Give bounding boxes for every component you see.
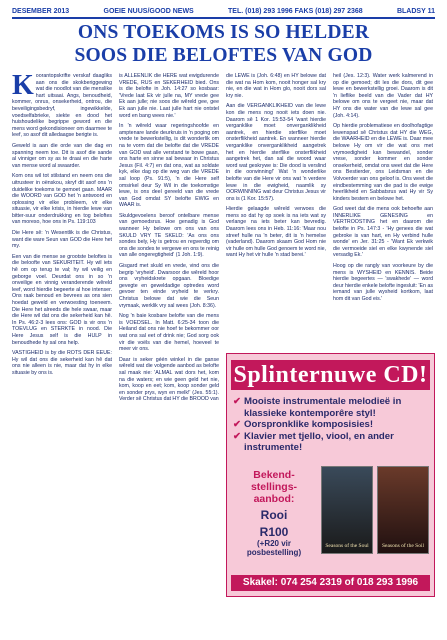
ad-offer-label: Bekend-stellings-aanbod: (250, 469, 298, 505)
check-icon: ✔ (233, 430, 242, 442)
ad-bullet-list (233, 396, 428, 454)
check-icon: ✔ (233, 396, 242, 407)
header-rule (12, 17, 435, 19)
paragraph: Gisgard met skuld en vrede, vind ons die begrip 'vryheid'. Dwarsoor die wêreld hoor ons vryheidskrete opgaan. Bloedige gevegte en geweldadige optredes word gevoer ten einde vryheid te verkry. Christus belowe dat wie die Seun vrymaak, werklik vry sal wees (Joh. 8:36). (119, 263, 219, 309)
cd-advertisement (226, 353, 435, 597)
page-header (12, 6, 435, 16)
header-date: DESEMBER 2013 (12, 7, 70, 15)
ad-album-name: Rooi (260, 508, 288, 522)
ad-bullet-text: Mooiste instrumentale melodieë in klassieke kontemporêre styl! (244, 396, 402, 419)
ad-bullet (233, 396, 428, 419)
headline-line-2: SOOS DIE BELOFTES VAN GOD (74, 45, 373, 66)
ad-price: R100 (259, 525, 289, 539)
article-column-2 (119, 73, 219, 407)
article-column-1 (12, 70, 112, 381)
paragraph: In 'n wêreld waar regeringshoofde en amptenare lande deurkruis in 'n poging om vrede te bewerkstellig, is dit wonderlik om na te vorm dat die belofte dat die VREDE van GOD wat alle verstand te bowe gaan, ons harte en sinne sal bewaar in Christus Jesus (Fil. 4:7) en dat ons, wat as soldate kyk, elke dag op die weg van die VREDE sal loop (Ps. 91:5), 'n die Here self omsirkel deur Sy Wil in die toekomstige lewe, is ons deel gereeld van die vrede van God omdat SY belofte EWIG en WAAR is. (119, 123, 219, 209)
album-cover-title: Seasons of the Soil (381, 543, 424, 549)
album-cover (321, 466, 373, 554)
paragraph: die LEWE is (Joh. 6:48) en HY belowe dat die wat na Hom kom, nooit honger sal kry nie, en die wat in Hom glo, nooit dors sal kry nie. (226, 73, 326, 99)
paragraph: Geweld is aan die orde van die dag en spanning neem toe. Dit is asof die sande al vinniger om sy as te draai en die harte van mense word al swaarder. (12, 142, 112, 169)
paragraph: God weet dat die mens ook behoefte aan INNERLIKE GENESING en VERTROOSTING het en daarom die belofte in Ps. 147:3 - 'Hy genees die wat gebroke is van hart, en Hy verbind hulle wonde' en Jer. 31:25 - 'Want Ek verkwik die vermoeide siel en elke kwynende siel versadig Ek.' (333, 206, 433, 259)
paragraph: Daar is seker géén winkel in die ganse wêreld wat die volgende aanbod as belofte sal maak nie: 'ALMAL wat dors het, kom na die waters; en wie geen geld het nie, kom, koop en eet; kom, koop sonder geld en sonder prys, wyn en melk!' (Jes. 55:1). Verder sê Christus dat HY die BROOD van (119, 356, 219, 403)
paragraph: heil (Jes. 12:3). Water werk kalmerend in op die gemoed; dit les die dors, dit gee lewe en bewerkstellig groei. Daarom is dit 'n lieflike beeld van die Vader dat HY belowe om ons te vergeet nie, maar dat HY ons die water van die lewe sal gee (Joh. 4:14). (333, 73, 433, 119)
paragraph: Nog 'n baie kosbare belofte van die mens is VOEDSEL. In Matt. 6:25-34 toon die Heiland dat ons nie hoef te bekommer oor wat ons sal eet of drink nie; God sorg ook vir die voëls van die hemel, hoeveel te meer vir ons. (119, 313, 219, 353)
check-icon: ✔ (233, 419, 242, 430)
drop-cap: K (12, 70, 34, 101)
header-contact: TEL. (018) 293 1996 FAKS (018) 297 2368 (228, 7, 363, 15)
article-body (12, 70, 435, 631)
ad-bullet-text: Oorspronklike komposisies! (244, 419, 374, 430)
ad-title: Splinternuwe CD! (231, 360, 430, 390)
paragraph: oorantopskrifte verskaf daagliks aan ons die skokberiggewing wat die noodlot van die menslike hart uitsaai. Angs, benoudheid, kommer, onrus, onsekerheid, ontrou, die beveiligingsbedryf, ingewikkelde, voedselfabrieke, siekte en dood het huishoudelike begrippe geword en die mens word gekondisioneer om daarmee te leef, so asof dit alledaagse berigte is. (12, 73, 112, 139)
album-covers (321, 466, 429, 554)
paragraph: Skuldgevoelens beroof ontelbare mense van gemoedsrus. Hoe genadig is God wanneer Hy belowe om ons van ons SKULD VRY TE SKELD: 'As ons ons sondes bely, Hy is getrou en regverdig om ons die sondes te vergewe en ons te reinig van alle ongeregtigheid' (1 Joh. 1:9). (119, 212, 219, 259)
header-page: BLADSY 11 (396, 7, 435, 15)
paragraph: VASTIGHEID is by die ROTS DER EEUE: Hy wil dat ons die sekerheid kan hê dat ons nie alleen is nie, maar dat hy in elke situasie by ons is. (12, 350, 112, 376)
ad-price-note: (+R20 vir posbestelling) (246, 539, 302, 557)
ad-contact-bar: Skakel: 074 254 2319 of 018 293 1996 (231, 575, 430, 591)
paragraph: Op hierdie problematiese en doolhofagtige lewenspad sê Christus dat HY die WEG, die WAARHEID en die LEWE is. Daar mee belowe Hy om vir die wat ons met vrymoedigheid kan bewandel, sonder vrese, sonder kommer en sonder onsekerheid, omdat ons weet dat die Here ons Bestierder, ons Leidsman en die Volvoerder van ons geloof is. Ons weet die eindbestemming van die pad is die ewige heerlikheid en Sabbatsrus wat Hy vir Sy kinders bestem en belowe het. (333, 123, 433, 202)
header-publication: GOEIE NUUS/GOOD NEWS (103, 7, 194, 15)
paragraph: Kom ons wil tot stilstand en neem ons die uitrusteer in oënskou, skryf dit asof ons 'n duidelike toekoms te gemoet gaan. MAAR die WOORD van GOD het 'n antwoord en oplossing vir elke probleem, vir elke situasie, vir elke krisis, in hierdie lewe van bitter-suur onderdrukking en tog beloftes van moreso, hoe ons in Ps. 119:103 (12, 173, 112, 226)
ad-bullet (233, 419, 428, 431)
paragraph: Hoog op die rangly van voorkeure by die mens is WYSHEID en KENNIS. Beide hierdie begeertes — 'swakhede' — word deur hierdie enkele belofte ingesluit: 'En as iemand van julle wysheid kortkom, laat hom dit van God eis.' (333, 263, 433, 302)
article-headline (12, 21, 435, 69)
ad-offer (233, 469, 315, 557)
paragraph: Die Here sê: 'n Wesentlik is die Christus, want die ware Seun van GOD die Here het my. (12, 230, 112, 250)
article-column-4 (333, 73, 433, 307)
paragraph: is ALLEENLIK die HERE wat ewigdurende VREDE, RUS en SEKERHEID bied. Ons is die belofte in Joh. 14:27 so kosbaar: 'Vrede laat Ek vir julle na, MY vrede gee Ek aan julle; nie soos die wêreld gee, gee Ek aan julle nie. Laat julle hart nie ontstel word en bang wees nie.' (119, 73, 219, 119)
album-cover-title: Seasons of the Soul (325, 543, 369, 549)
paragraph: Hierdie gelaagde wêreld verwoes die mens so dat hy op soek is na iets wat sy verlange na iets beter kan bevredig. Daarom lees ons in Heb. 11:16: 'Maar nou streef hulle na 'n beter, dit is 'n hemelse (vaderland). Daarom skaam God Hom nie vir hulle om hulle God genoem te word nie, want Hy het vir hulle 'n stad berei.' (226, 206, 326, 259)
headline-line-1: ONS TOEKOMS IS SO HELDER (77, 22, 370, 43)
paragraph: Aan die VERGANKLIKHEID van die lewe kon die mens nog nooit iets doen nie. Daarom sê 1 Kor. 15:53-54 'want hierdie verganklike moet onverganklikheid aantrek, en hierdie sterflike moet onsterflikheid aantrek. En wanneer hierdie verganklike onverganklikheid aangetrek het en hierdie sterflike onsterflikheid aangetrek het, dan sal die woord waar word wat geskrywe is: Die dood is verslind in die oorwinning!' Wat 'n wonderlike belofte van die Here vir ons wat 'n verdere lewe in die ewigheid, naamlik sy OORWINNING wat deur Christus Jesus vir ons is (1 Kor. 15:57). (226, 103, 326, 202)
ad-bullet-text: Klavier met tjello, viool, en ander instrumente! (244, 430, 394, 453)
paragraph: Een van die mense se grootste beloftes is die beloofte van SEKURITEIT. Hy wil iets hê om op terug te val; hy wil veilig en geborge voel. Deurdat ons in so 'n onveilige en vinnig veranderende wêreld leef, word hierdie begeerte al hoe intenser. Ons raak benoud en bevrees as ons sien hoedat geweld en verwoesting toeneem. Die Here het alreeds die hele swaar, maar die Here wil dat ons die sekerheid kan hê. In Ps. 46:2-3 lees ons: GOD is vir ons 'n TOEVLUG en STERKTE in nood. Die Here Jesus self is die HULP in benoudhede hy sal ons help. (12, 253, 112, 346)
article-column-3 (226, 73, 326, 263)
album-cover (377, 466, 429, 554)
ad-bullet (233, 431, 428, 454)
